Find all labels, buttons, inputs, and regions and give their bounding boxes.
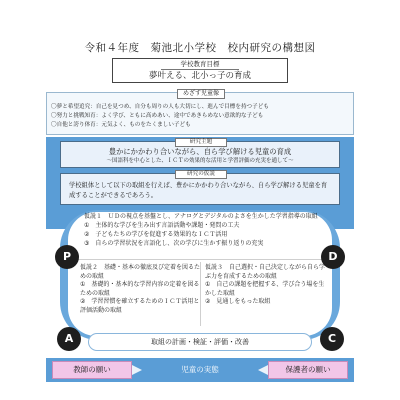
ideal-line: 〇自他と誇り体育：元気よく、ものをたくましい子ども — [51, 122, 191, 128]
ideal-line: 〇夢と希望追究：自己を見つめ、自分も周りの人も大切にし、進んで目標を持つ子ども — [51, 104, 269, 110]
page-title: 令和４年度 菊池北小学校 校内研究の構想図 — [84, 42, 316, 54]
hypothesis-3-line: ① 自己の課題を把握する、学び合う場を生かした取組 — [205, 281, 325, 297]
hypothesis-1-line: ② 子どもたちの学びを促進する効果的なＩＣＴ活用 — [84, 231, 228, 238]
research-theme-main: 豊かにかかわり合いながら、自ら学び解ける児童の育成 — [108, 147, 292, 156]
student-reality-label: 児童の実態 — [181, 365, 219, 374]
hypothesis-1-line: ① 主体的な学びを生み出す言語活動や課題・発問の工夫 — [84, 222, 240, 229]
research-hypothesis-heading: 研究の仮説 — [175, 170, 227, 179]
arrow-right-icon — [132, 365, 142, 375]
hypothesis-2-block — [80, 264, 200, 324]
hypothesis-3-line: ② 見通しをもった取組 — [205, 298, 271, 306]
pdca-d-badge: D — [321, 245, 345, 269]
pdca-c-badge: C — [320, 327, 344, 351]
parent-wish-box: 保護者の願い — [268, 361, 348, 379]
research-theme-box — [60, 141, 340, 168]
school-goal-heading: 学校教育目標 — [161, 59, 239, 70]
hypothesis-2-line: ① 基礎的・基本的な学習内容の定着を図るための取組 — [80, 281, 200, 297]
hypothesis-1-block — [84, 212, 322, 258]
ideal-line: 〇努力と挑戦知育：よく学び、ともに高めあい、途中であきらめない意欲的な子ども — [51, 113, 264, 119]
pdca-p-badge: P — [55, 245, 79, 269]
research-theme-heading: 研究主題 — [175, 138, 227, 147]
hypothesis-3-block — [205, 264, 325, 324]
school-goal-text: 夢叶える、北小っ子の育成 — [148, 71, 251, 81]
research-theme-sub: ～国語科を中心とした、ＩＣＴの効果的な活用と学習評価の充実を通して～ — [106, 158, 294, 164]
hypothesis-2-line: ② 学習習慣を確立するためのＩＣＴ活用と評価活動の取組 — [80, 298, 200, 314]
divider-horizontal — [68, 259, 332, 260]
hypothesis-1-line: ③ 自らの学習状況を言語化し、次の学びに生かす振り返りの充実 — [84, 240, 264, 247]
cycle-bottom-label: 取組の計画・検証・評価・改善 — [88, 333, 312, 351]
research-hypothesis-text: 学校組体として以下の取組を行えば、豊かにかかわり合いながら、自ら学び解ける児童を育成することができるであろう。 — [69, 182, 328, 199]
divider-vertical — [200, 262, 201, 326]
ideal-student-panel — [46, 92, 354, 135]
teacher-wish-box: 教師の願い — [52, 361, 132, 379]
research-hypothesis-box — [60, 173, 340, 205]
hypothesis-3-line: 仮説３ 自己選択・自己決定しながら自ら学ぶ力を育成するための取組 — [205, 264, 326, 280]
hypothesis-1-line: 仮説１ ＵＤの視点を基盤とし、アナログとデジタルのよさを生かした学習指導の取組 — [84, 213, 318, 220]
ideal-student-heading: めざす児童像 — [177, 89, 225, 99]
school-goal-box — [112, 58, 288, 83]
arrow-left-icon — [258, 365, 268, 375]
hypothesis-2-line: 仮説２ 基礎・基本の徹底及び定着を図るための取組 — [80, 264, 201, 280]
pdca-a-badge: A — [57, 327, 81, 351]
